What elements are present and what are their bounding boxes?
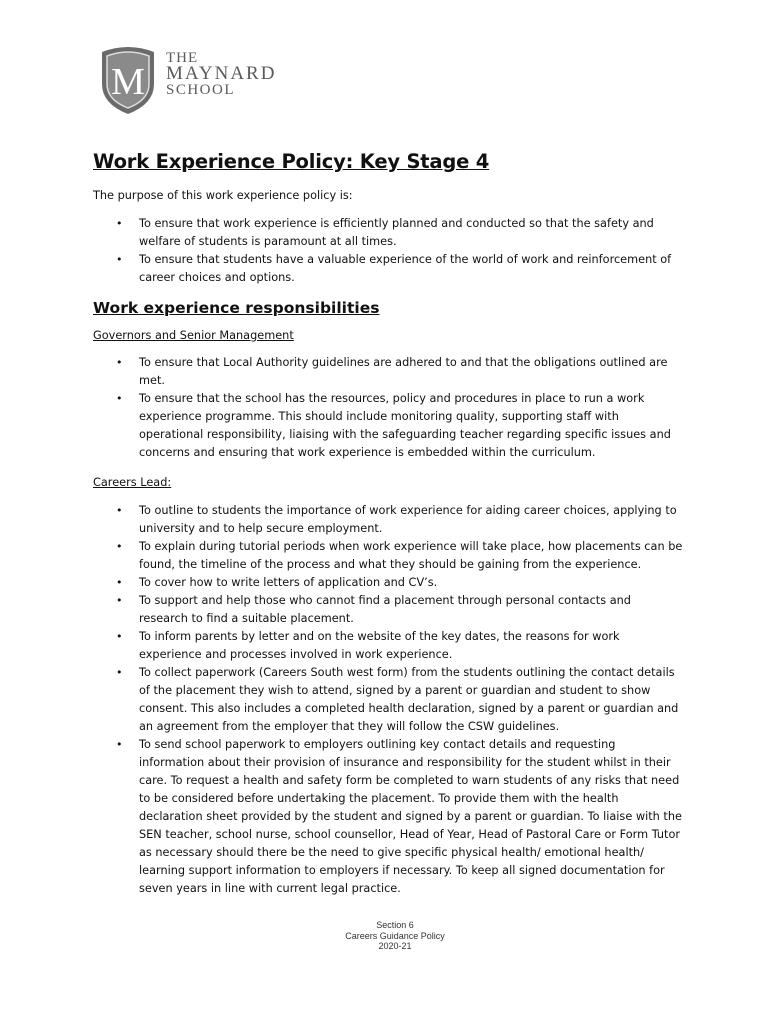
bullet-icon: • xyxy=(116,356,123,369)
intro-text: The purpose of this work experience policy is: xyxy=(93,189,353,202)
bullet-icon: • xyxy=(116,216,123,230)
footer-section: Section 6 xyxy=(376,920,414,930)
list-item: • To ensure that the school has the resources, policy and procedures in place to run a work experience programme. This should include monitoring quality, supporting staff with operational responsibility, liaising with the safeguarding teacher regarding specific issues and concerns and ensuring that work experience is embedded within the curriculum. xyxy=(116,392,671,459)
bullet-icon: • xyxy=(116,737,123,751)
bullet-icon: • xyxy=(116,629,123,643)
school-logo xyxy=(96,44,286,114)
list-item: • To inform parents by letter and on the website of the key dates, the reasons for work experience and processes involved in work experience. xyxy=(116,629,620,661)
crest-icon xyxy=(96,44,160,116)
bullet-icon: • xyxy=(116,392,123,405)
list-item: • To cover how to write letters of application and CV’s. xyxy=(93,574,683,592)
careers-list xyxy=(93,502,683,898)
logo-wordmark xyxy=(166,50,276,98)
subheading-governors: Governors and Senior Management xyxy=(93,328,294,342)
logo-line-the: THE xyxy=(166,50,199,66)
governors-list xyxy=(93,354,683,462)
footer-policy-name: Careers Guidance Policy xyxy=(345,930,445,941)
purpose-list xyxy=(93,215,683,287)
list-item: • To ensure that students have a valuable experience of the world of work and reinforcement of career choices and options. xyxy=(116,252,672,284)
list-item: • To send school paperwork to employers outlining key contact details and requesting information about their provision of insurance and responsibility for the student whilst in their care. To request a health and safety form be completed to warn students of any risks that need to be considered before undertaking the placement. To provide them with the health declaration sheet provided by the student and signed by a parent or guardian. To liaise with the SEN teacher, school nurse, school counsellor, Head of Year, Head of Pastoral Care or Form Tutor as necessary should there be the need to give specific physical health/ emotional health/ learning support information to employers if necessary. To keep all signed documentation for seven years in line with current legal practice. xyxy=(116,737,682,895)
list-item: • To ensure that Local Authority guidelines are adhered to and that the obligations outlined are met. xyxy=(116,356,668,387)
logo-line-maynard: MAYNARD xyxy=(166,63,277,84)
svg-text:M: M xyxy=(111,61,145,103)
bullet-icon: • xyxy=(116,539,123,553)
subheading-careers-lead: Careers Lead: xyxy=(93,476,172,489)
section-heading-responsibilities: Work experience responsibilities xyxy=(93,298,380,317)
list-item: • To outline to students the importance of work experience for aiding career choices, applying to university and to help secure employment. xyxy=(116,503,677,535)
document-body xyxy=(93,150,683,910)
logo-line-school: SCHOOL xyxy=(166,82,236,98)
list-item: • To support and help those who cannot find a placement through personal contacts and research to find a suitable placement. xyxy=(116,593,631,625)
list-item: • To collect paperwork (Careers South west form) from the students outlining the contact details of the placement they wish to attend, signed by a parent or guardian and student to show consent. This also includes a completed health declaration, signed by a parent or guardian and an agreement from the employer that they will follow the CSW guidelines. xyxy=(116,665,679,733)
list-item: • To ensure that work experience is efficiently planned and conducted so that the safety and welfare of students is paramount at all times. xyxy=(116,216,654,248)
footer-year: 2020-21 xyxy=(378,941,412,951)
bullet-icon: • xyxy=(116,503,123,517)
list-item: • To explain during tutorial periods when work experience will take place, how placements can be found, the timeline of the process and what they should be gaining from the experience. xyxy=(116,539,683,571)
bullet-icon: • xyxy=(116,575,123,589)
bullet-icon: • xyxy=(116,665,123,679)
bullet-icon: • xyxy=(116,252,123,266)
page-title: Work Experience Policy: Key Stage 4 xyxy=(93,150,490,173)
page-footer xyxy=(0,920,770,952)
bullet-icon: • xyxy=(116,593,123,607)
